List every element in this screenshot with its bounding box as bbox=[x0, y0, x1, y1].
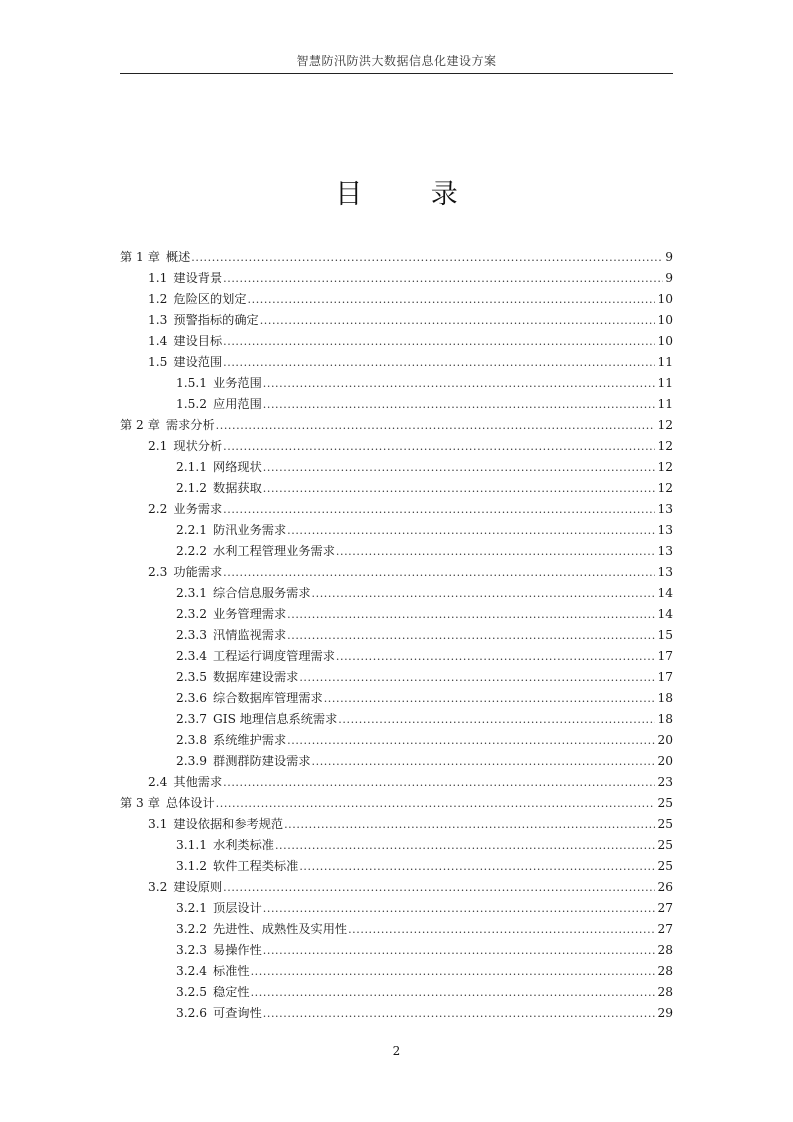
toc-entry-label: 汛情监视需求 bbox=[213, 628, 287, 642]
toc-entry-page: 20 bbox=[657, 733, 673, 747]
toc-entry[interactable] bbox=[120, 685, 673, 706]
toc-entry[interactable] bbox=[120, 937, 673, 958]
toc-entry-number: 2.3.1 bbox=[176, 586, 208, 600]
toc-entry-number: 2.3.6 bbox=[176, 691, 208, 705]
toc-entry-number: 2.4 bbox=[148, 775, 168, 789]
toc-dot-leader bbox=[299, 670, 655, 685]
toc-entry-label: 水利类标准 bbox=[213, 838, 274, 852]
toc-entry[interactable] bbox=[120, 1000, 673, 1021]
toc-entry[interactable] bbox=[120, 601, 673, 622]
toc-entry-number: 2.3.2 bbox=[176, 607, 208, 621]
toc-entry-label: 建设原则 bbox=[173, 880, 223, 894]
toc-entry-label: 软件工程类标准 bbox=[213, 859, 299, 873]
toc-entry-number: 2.2.2 bbox=[176, 544, 208, 558]
toc-entry-label: 建设目标 bbox=[173, 334, 223, 348]
toc-dot-leader bbox=[223, 565, 655, 580]
toc-entry[interactable] bbox=[120, 286, 673, 307]
toc-entry[interactable] bbox=[120, 412, 673, 433]
toc-entry[interactable] bbox=[120, 496, 673, 517]
toc-entry-number: 3.2 bbox=[148, 880, 168, 894]
toc-entry[interactable] bbox=[120, 958, 673, 979]
toc-entry-number: 2.3.7 bbox=[176, 712, 208, 726]
toc-entry-page: 12 bbox=[657, 418, 673, 432]
toc-dot-leader bbox=[260, 313, 656, 328]
toc-entry-number: 第 1 章 bbox=[120, 250, 160, 264]
toc-entry[interactable] bbox=[120, 391, 673, 412]
toc-entry-page: 26 bbox=[657, 880, 673, 894]
toc-entry-page: 12 bbox=[657, 481, 673, 495]
toc-dot-leader bbox=[299, 859, 655, 874]
toc-entry[interactable] bbox=[120, 832, 673, 853]
toc-entry-number: 2.3.9 bbox=[176, 754, 208, 768]
toc-entry[interactable] bbox=[120, 643, 673, 664]
toc-dot-leader bbox=[284, 817, 655, 832]
toc-entry-number: 1.5.1 bbox=[176, 376, 208, 390]
toc-entry-page: 25 bbox=[657, 859, 673, 873]
toc-entry[interactable] bbox=[120, 916, 673, 937]
toc-entry-label: 总体设计 bbox=[165, 796, 215, 810]
toc-entry-label: 工程运行调度管理需求 bbox=[213, 649, 335, 663]
toc-entry-number: 第 2 章 bbox=[120, 418, 160, 432]
toc-dot-leader bbox=[223, 355, 655, 370]
toc-entry-label: 预警指标的确定 bbox=[173, 313, 259, 327]
toc-entry-label: GIS 地理信息系统需求 bbox=[213, 712, 338, 726]
toc-entry[interactable] bbox=[120, 853, 673, 874]
toc-entry[interactable] bbox=[120, 349, 673, 370]
toc-entry[interactable] bbox=[120, 580, 673, 601]
toc-entry[interactable] bbox=[120, 517, 673, 538]
toc-entry-label: 需求分析 bbox=[165, 418, 215, 432]
toc-entry-label: 防汛业务需求 bbox=[213, 523, 287, 537]
toc-entry-label: 现状分析 bbox=[173, 439, 223, 453]
toc-entry-number: 2.3 bbox=[148, 565, 168, 579]
toc-dot-leader bbox=[336, 544, 656, 559]
toc-entry-page: 11 bbox=[657, 376, 673, 390]
toc-dot-leader bbox=[223, 775, 655, 790]
toc-entry-label: 顶层设计 bbox=[213, 901, 262, 915]
toc-dot-leader bbox=[263, 481, 656, 496]
toc-entry-page: 13 bbox=[657, 502, 673, 516]
toc-dot-leader bbox=[263, 376, 656, 391]
toc-entry-label: 群测群防建设需求 bbox=[213, 754, 311, 768]
toc-entry-page: 10 bbox=[657, 313, 673, 327]
toc-dot-leader bbox=[248, 292, 656, 307]
toc-entry-page: 23 bbox=[657, 775, 673, 789]
toc-entry-label: 系统维护需求 bbox=[213, 733, 287, 747]
toc-entry-page: 11 bbox=[657, 397, 673, 411]
toc-entry[interactable] bbox=[120, 748, 673, 769]
toc-entry-number: 1.2 bbox=[148, 292, 168, 306]
toc-entry-number: 3.1 bbox=[148, 817, 168, 831]
toc-entry-page: 10 bbox=[657, 292, 673, 306]
toc-entry-page: 25 bbox=[657, 817, 673, 831]
toc-entry-page: 10 bbox=[657, 334, 673, 348]
toc-entry-number: 3.2.2 bbox=[176, 922, 208, 936]
toc-dot-leader bbox=[263, 1006, 656, 1021]
toc-entry-page: 28 bbox=[657, 964, 673, 978]
toc-entry-page: 12 bbox=[657, 460, 673, 474]
toc-entry-number: 2.2.1 bbox=[176, 523, 208, 537]
toc-entry-page: 29 bbox=[657, 1006, 673, 1020]
toc-entry-page: 20 bbox=[657, 754, 673, 768]
toc-entry[interactable] bbox=[120, 790, 673, 811]
toc-entry-page: 27 bbox=[657, 922, 673, 936]
toc-dot-leader bbox=[263, 901, 656, 916]
toc-dot-leader bbox=[338, 712, 655, 727]
toc-dot-leader bbox=[287, 733, 655, 748]
toc-entry[interactable] bbox=[120, 370, 673, 391]
toc-dot-leader bbox=[287, 628, 655, 643]
toc-dot-leader bbox=[223, 439, 655, 454]
toc-entry-number: 1.5 bbox=[148, 355, 168, 369]
toc-entry-number: 2.1.1 bbox=[176, 460, 208, 474]
toc-entry-label: 业务需求 bbox=[173, 502, 223, 516]
toc-entry-number: 2.3.8 bbox=[176, 733, 208, 747]
toc-entry-label: 概述 bbox=[165, 250, 191, 264]
toc-entry[interactable] bbox=[120, 454, 673, 475]
toc-entry[interactable] bbox=[120, 979, 673, 1000]
page-number: 2 bbox=[392, 1044, 401, 1058]
toc-entry-number: 2.1 bbox=[148, 439, 168, 453]
toc-entry-label: 业务管理需求 bbox=[213, 607, 287, 621]
toc-dot-leader bbox=[223, 502, 655, 517]
toc-entry-page: 13 bbox=[657, 544, 673, 558]
toc-entry-page: 27 bbox=[657, 901, 673, 915]
toc-entry-page: 18 bbox=[657, 712, 673, 726]
toc-dot-leader bbox=[263, 397, 656, 412]
toc-entry-number: 3.2.1 bbox=[176, 901, 208, 915]
toc-entry-number: 2.2 bbox=[148, 502, 168, 516]
toc-entry-label: 业务范围 bbox=[213, 376, 262, 390]
toc-entry-number: 1.5.2 bbox=[176, 397, 208, 411]
toc-entry-number: 3.1.1 bbox=[176, 838, 208, 852]
toc-entry-label: 综合信息服务需求 bbox=[213, 586, 311, 600]
toc-dot-leader bbox=[223, 271, 663, 286]
toc-entry-number: 1.3 bbox=[148, 313, 168, 327]
toc-entry-label: 标准性 bbox=[213, 964, 250, 978]
toc-dot-leader bbox=[223, 334, 655, 349]
toc-entry[interactable] bbox=[120, 265, 673, 286]
toc-dot-leader bbox=[216, 418, 656, 433]
toc-entry-page: 17 bbox=[657, 670, 673, 684]
toc-dot-leader bbox=[191, 250, 663, 265]
toc-dot-leader bbox=[263, 460, 656, 475]
toc-entry-number: 3.2.4 bbox=[176, 964, 208, 978]
toc-entry-label: 其他需求 bbox=[173, 775, 223, 789]
toc-title: 目 录 bbox=[335, 179, 488, 210]
toc-entry-number: 3.2.3 bbox=[176, 943, 208, 957]
table-of-contents bbox=[120, 244, 673, 1021]
toc-entry[interactable] bbox=[120, 811, 673, 832]
toc-entry-label: 危险区的划定 bbox=[173, 292, 247, 306]
toc-dot-leader bbox=[287, 523, 655, 538]
toc-entry[interactable] bbox=[120, 307, 673, 328]
toc-entry-page: 18 bbox=[657, 691, 673, 705]
toc-entry-label: 易操作性 bbox=[213, 943, 262, 957]
toc-dot-leader bbox=[348, 922, 655, 937]
toc-entry[interactable] bbox=[120, 433, 673, 454]
toc-entry-page: 11 bbox=[657, 355, 673, 369]
toc-entry-label: 数据库建设需求 bbox=[213, 670, 299, 684]
toc-dot-leader bbox=[275, 838, 656, 853]
toc-entry[interactable] bbox=[120, 475, 673, 496]
toc-entry-page: 13 bbox=[657, 565, 673, 579]
toc-entry[interactable] bbox=[120, 769, 673, 790]
toc-dot-leader bbox=[336, 649, 656, 664]
toc-dot-leader bbox=[263, 943, 656, 958]
toc-entry-label: 建设范围 bbox=[173, 355, 223, 369]
toc-dot-leader bbox=[324, 691, 656, 706]
toc-entry[interactable] bbox=[120, 664, 673, 685]
toc-entry-number: 3.2.6 bbox=[176, 1006, 208, 1020]
toc-entry-number: 2.3.5 bbox=[176, 670, 208, 684]
toc-entry-label: 先进性、成熟性及实用性 bbox=[213, 922, 348, 936]
toc-dot-leader bbox=[251, 985, 656, 1000]
toc-entry[interactable] bbox=[120, 874, 673, 895]
toc-dot-leader bbox=[287, 607, 655, 622]
toc-entry-page: 14 bbox=[657, 586, 673, 600]
toc-entry-page: 12 bbox=[657, 439, 673, 453]
toc-entry-label: 网络现状 bbox=[213, 460, 262, 474]
toc-entry-page: 25 bbox=[657, 796, 673, 810]
toc-entry-number: 1.4 bbox=[148, 334, 168, 348]
toc-entry-label: 水利工程管理业务需求 bbox=[213, 544, 335, 558]
toc-entry-label: 稳定性 bbox=[213, 985, 250, 999]
toc-entry-number: 第 3 章 bbox=[120, 796, 160, 810]
toc-dot-leader bbox=[312, 754, 656, 769]
toc-entry-label: 应用范围 bbox=[213, 397, 262, 411]
toc-entry[interactable] bbox=[120, 706, 673, 727]
toc-entry-number: 2.3.3 bbox=[176, 628, 208, 642]
toc-entry-label: 可查询性 bbox=[213, 1006, 262, 1020]
toc-entry-number: 2.1.2 bbox=[176, 481, 208, 495]
toc-entry-page: 17 bbox=[657, 649, 673, 663]
toc-entry[interactable] bbox=[120, 895, 673, 916]
toc-entry-page: 9 bbox=[665, 250, 673, 264]
toc-entry-label: 建设依据和参考规范 bbox=[173, 817, 284, 831]
toc-dot-leader bbox=[251, 964, 656, 979]
toc-entry-label: 功能需求 bbox=[173, 565, 223, 579]
toc-entry-label: 建设背景 bbox=[173, 271, 223, 285]
toc-entry-page: 15 bbox=[657, 628, 673, 642]
toc-dot-leader bbox=[312, 586, 656, 601]
toc-dot-leader bbox=[216, 796, 656, 811]
toc-entry[interactable] bbox=[120, 727, 673, 748]
toc-entry-number: 1.1 bbox=[148, 271, 168, 285]
toc-entry-page: 28 bbox=[657, 943, 673, 957]
toc-entry-number: 3.2.5 bbox=[176, 985, 208, 999]
toc-entry[interactable] bbox=[120, 328, 673, 349]
toc-entry-label: 数据获取 bbox=[213, 481, 262, 495]
toc-entry-page: 25 bbox=[657, 838, 673, 852]
toc-entry-number: 3.1.2 bbox=[176, 859, 208, 873]
toc-entry-number: 2.3.4 bbox=[176, 649, 208, 663]
toc-entry[interactable] bbox=[120, 244, 673, 265]
toc-entry[interactable] bbox=[120, 622, 673, 643]
toc-entry-page: 9 bbox=[665, 271, 673, 285]
toc-entry[interactable] bbox=[120, 559, 673, 580]
toc-entry-page: 13 bbox=[657, 523, 673, 537]
toc-dot-leader bbox=[223, 880, 655, 895]
running-header: 智慧防汛防洪大数据信息化建设方案 bbox=[296, 54, 497, 68]
toc-entry[interactable] bbox=[120, 538, 673, 559]
toc-entry-page: 28 bbox=[657, 985, 673, 999]
toc-entry-label: 综合数据库管理需求 bbox=[213, 691, 323, 705]
toc-entry-page: 14 bbox=[657, 607, 673, 621]
header-rule bbox=[120, 73, 673, 74]
